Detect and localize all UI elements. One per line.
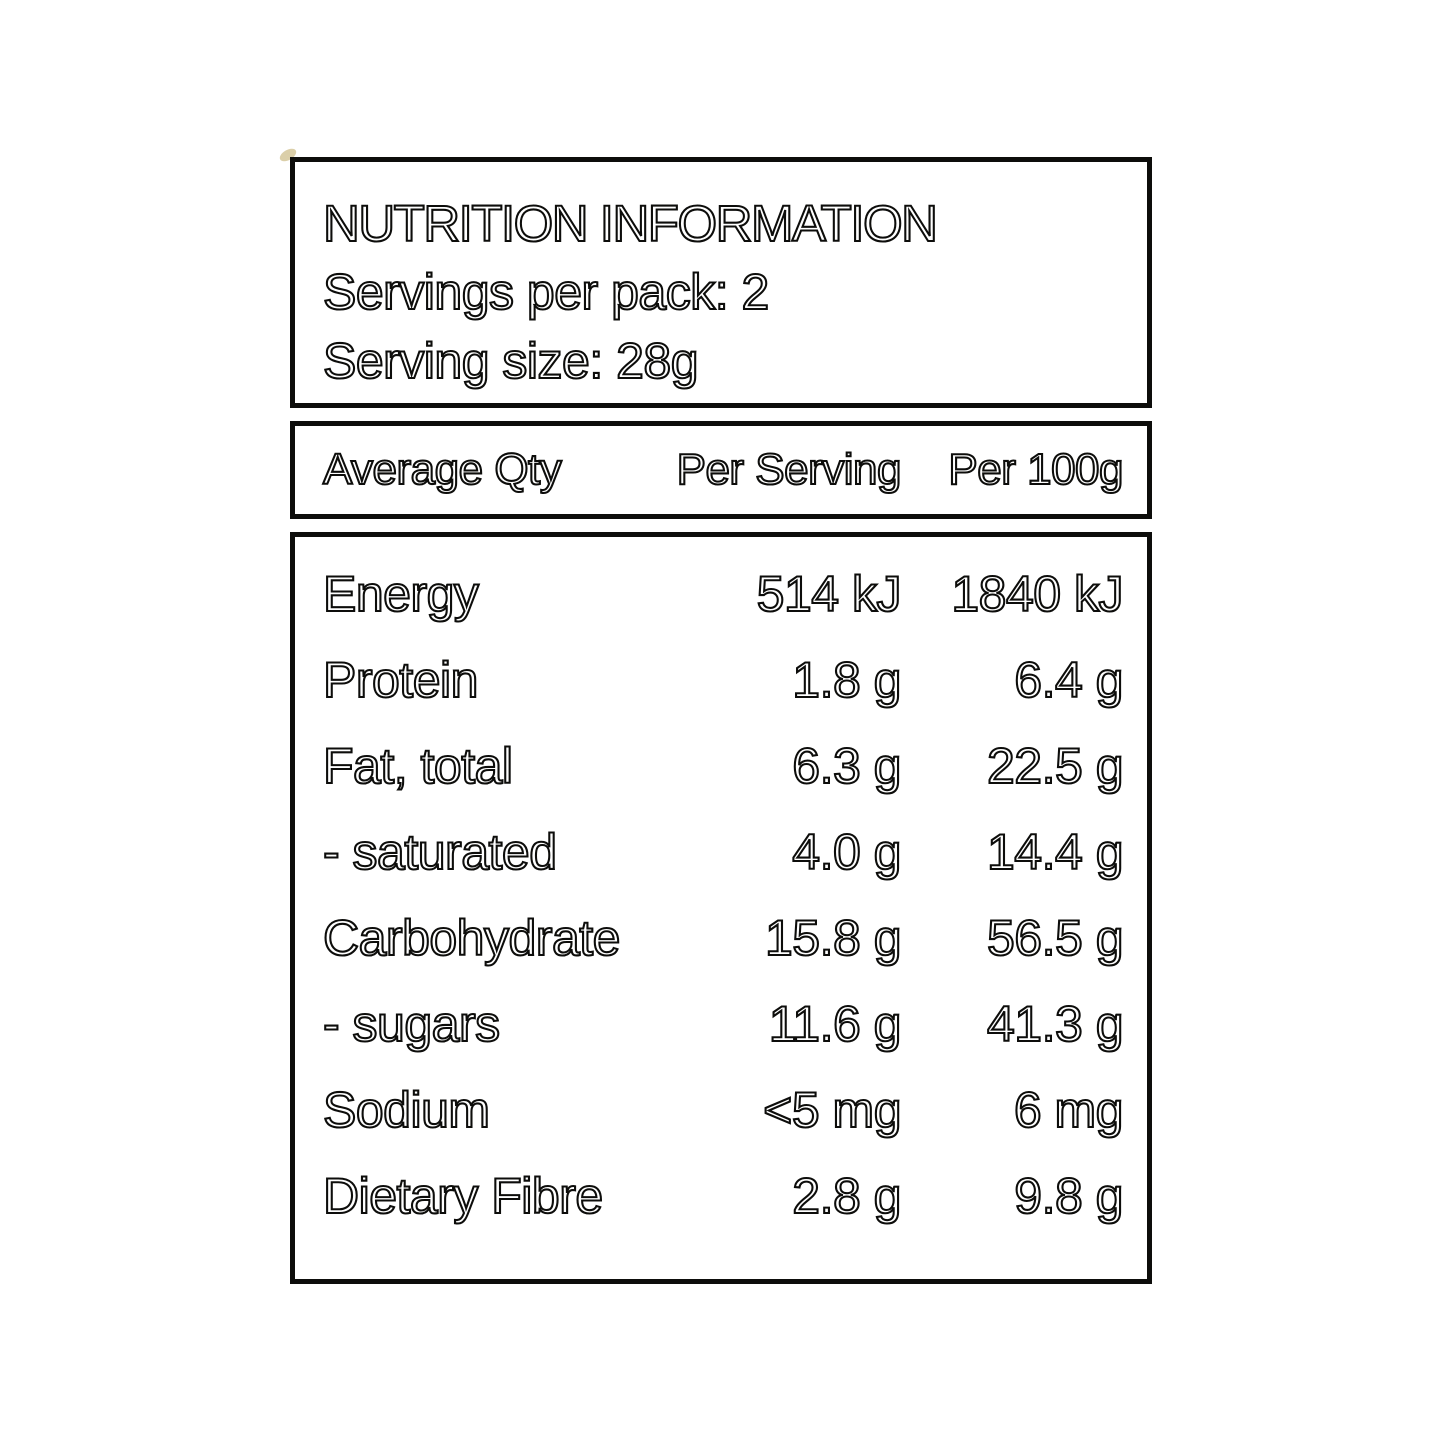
nutrient-table-section <box>290 532 1152 1284</box>
nutrient-name: Fat, total <box>323 738 513 794</box>
per-serving-value: 11.6 g <box>768 996 901 1052</box>
per-serving-value: 514 kJ <box>756 566 901 622</box>
serving-size: Serving size: 28g <box>323 333 699 389</box>
nutrition-panel <box>290 157 1152 1284</box>
table-row-protein <box>323 649 1123 711</box>
per-serving-value: 6.3 g <box>792 738 901 794</box>
table-row-carbohydrate <box>323 907 1123 969</box>
panel-title: NUTRITION INFORMATION <box>323 195 937 252</box>
per-100g-value: 6.4 g <box>1014 652 1123 708</box>
per-serving-value: 2.8 g <box>792 1168 901 1224</box>
per-100g-value: 56.5 g <box>986 910 1123 966</box>
column-header-per-100g: Per 100g <box>948 445 1123 494</box>
table-row-energy <box>323 563 1123 625</box>
nutrient-name: Dietary Fibre <box>323 1168 603 1224</box>
per-serving-value: 4.0 g <box>792 824 901 880</box>
table-row-dietary-fibre <box>323 1165 1123 1227</box>
column-header-per-serving: Per Serving <box>676 445 901 494</box>
nutrient-name: - sugars <box>323 996 500 1052</box>
column-header-section <box>290 421 1152 519</box>
per-100g-value: 6 mg <box>1013 1082 1123 1138</box>
per-100g-value: 22.5 g <box>986 738 1123 794</box>
nutrient-name: Sodium <box>323 1082 490 1138</box>
per-100g-value: 14.4 g <box>986 824 1123 880</box>
nutrient-name: - saturated <box>323 824 557 880</box>
per-100g-value: 9.8 g <box>1014 1168 1123 1224</box>
table-row-sodium <box>323 1079 1123 1141</box>
per-serving-value: <5 mg <box>763 1082 901 1138</box>
table-row-saturated-fat <box>323 821 1123 883</box>
per-100g-value: 1840 kJ <box>951 566 1123 622</box>
per-100g-value: 41.3 g <box>986 996 1123 1052</box>
nutrient-name: Protein <box>323 652 478 708</box>
per-serving-value: 15.8 g <box>764 910 901 966</box>
per-serving-value: 1.8 g <box>792 652 901 708</box>
nutrient-name: Energy <box>323 566 479 622</box>
column-header-average-qty: Average Qty <box>323 445 562 494</box>
table-row-sugars <box>323 993 1123 1055</box>
header-section <box>290 157 1152 408</box>
table-row-fat-total <box>323 735 1123 797</box>
nutrient-name: Carbohydrate <box>323 910 620 966</box>
servings-per-pack: Servings per pack: 2 <box>323 264 769 320</box>
